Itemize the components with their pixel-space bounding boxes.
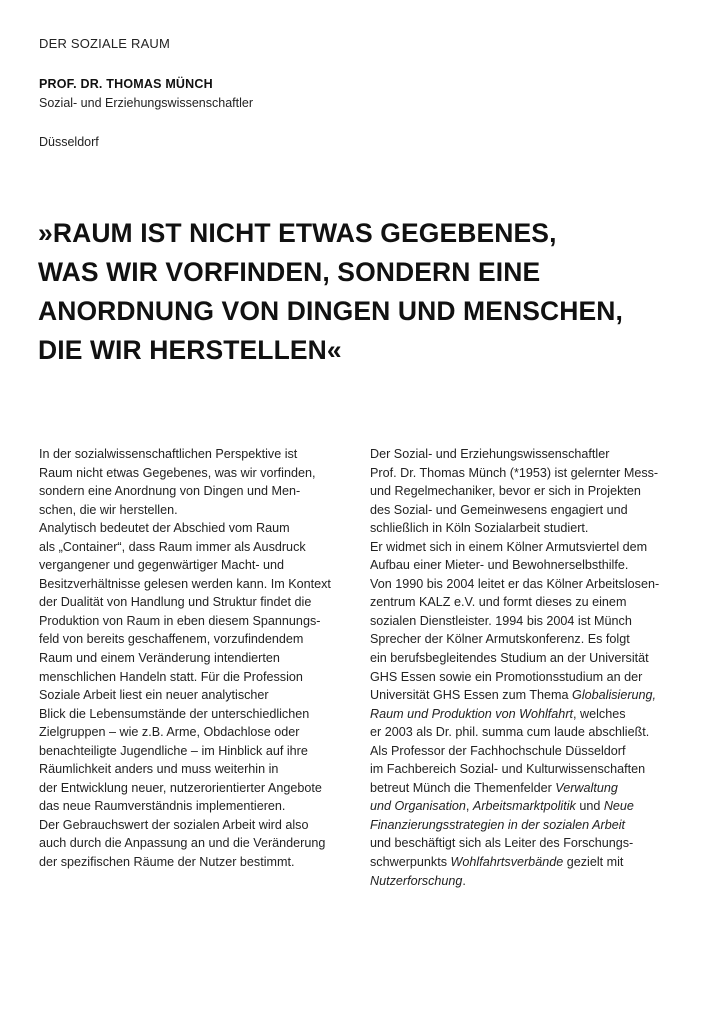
text-segment: und [579,799,601,814]
headline-line: DIE WIR HERSTELLEN« [38,335,342,365]
text-line [370,853,710,872]
text-line: Räumlichkeit anders und muss weiterhin in [39,762,279,777]
author-city: Düsseldorf [39,135,99,149]
text-line: Prof. Dr. Thomas Münch (*1953) ist gelernter Mess- [370,465,659,480]
text-line [370,872,710,891]
text-line: GHS Essen sowie ein Promotionsstudium an der [370,669,643,684]
section-label: DER SOZIALE RAUM [39,36,171,51]
text-line: Sprecher der Kölner Armutskonferenz. Es folgt [370,632,630,647]
text-line: der spezifischen Räume der Nutzer bestimmt. [39,855,295,870]
text-line: benachteiligte Jugendliche – im Hinblick auf ihre [39,743,308,758]
text-line: des Sozial- und Gemeinwesens engagiert und [370,502,628,517]
text-line: Der Gebrauchswert der sozialen Arbeit wird also [39,817,309,832]
text-segment: , [465,799,470,814]
text-line: das neue Raumverständnis implementieren. [39,799,286,814]
text-line: Blick die Lebensumstände der unterschiedlichen [39,706,310,721]
text-line: Von 1990 bis 2004 leitet er das Kölner Arbeitslosen- [370,576,660,591]
text-line: schen, die wir herstellen. [39,502,178,517]
text-line: der Dualität von Handlung und Struktur findet die [39,595,312,610]
text-segment: schwerpunkts [370,855,447,870]
text-line: zentrum KALZ e.V. und formt dieses zu einem [370,595,627,610]
text-line: Analytisch bedeutet der Abschied vom Raum [39,521,290,536]
emphasis-text: Verwaltung [555,780,618,795]
text-segment: , welches [573,706,626,721]
emphasis-text: Finanzierungsstrategien in der sozialen Arbeit [370,817,626,832]
text-line: In der sozialwissenschaftlichen Perspektive ist [39,447,298,461]
text-line: menschlichen Handeln statt. Für die Profession [39,669,303,684]
text-line [370,797,710,816]
text-line: schließlich in Köln Sozialarbeit studiert. [370,521,589,536]
text-line: er 2003 als Dr. phil. summa cum laude abschließt. [370,725,650,740]
emphasis-text: Globalisierung, [572,688,657,703]
emphasis-text: Raum und Produktion von Wohlfahrt [370,706,574,721]
text-line: Er widmet sich in einem Kölner Armutsviertel dem [370,539,648,554]
text-line: Aufbau einer Mieter- und Bewohnerselbsthilfe. [370,558,629,573]
headline-line: ANORDNUNG VON DINGEN UND MENSCHEN, [38,296,623,326]
headline-line: WAS WIR VORFINDEN, SONDERN EINE [38,257,541,287]
headline-line: »RAUM IST NICHT ETWAS GEGEBENES, [38,218,557,248]
text-line: vergangener und gegenwärtiger Macht- und [39,558,285,573]
text-line: sozialen Dienstleister. 1994 bis 2004 ist Münch [370,613,632,628]
text-line: auch durch die Anpassung an und die Veränderung [39,836,326,851]
emphasis-text: Wohlfahrtsverbände [450,855,564,870]
text-line: Soziale Arbeit liest ein neuer analytischer [39,688,269,703]
emphasis-text: und Organisation [370,799,466,814]
text-line: Der Sozial- und Erziehungswissenschaftler [370,447,610,461]
text-line: Als Professor der Fachhochschule Düsseldorf [370,743,626,758]
text-line [370,816,710,835]
text-line: feld von bereits geschaffenem, vorzufindendem [39,632,304,647]
emphasis-text: Arbeitsmarktpolitik [472,799,576,814]
text-line: Besitzverhältnisse gelesen werden kann. Im Kontext [39,576,331,591]
text-line: sondern eine Anordnung von Dingen und Men- [39,484,301,499]
text-line [370,705,710,724]
text-segment: . [462,873,466,888]
text-segment: betreut Münch die Themenfelder [370,780,552,795]
text-line: und beschäftigt sich als Leiter des Forschungs- [370,836,634,851]
text-line: Zielgruppen – wie z.B. Arme, Obdachlose oder [39,725,300,740]
text-line [370,779,710,798]
body-text-left [39,445,357,872]
text-segment: Universität GHS Essen zum Thema [370,688,569,703]
text-line: im Fachbereich Sozial- und Kulturwissenschaften [370,762,646,777]
emphasis-text: Neue [603,799,634,814]
text-line: als „Container“, dass Raum immer als Ausdruck [39,539,306,554]
author-name: PROF. DR. THOMAS MÜNCH [39,77,213,91]
author-role: Sozial- und Erziehungswissenschaftler [39,96,253,110]
text-line: Produktion von Raum in eben diesem Spannungs- [39,613,321,628]
headline-quote [38,214,698,370]
text-segment: gezielt mit [566,855,624,870]
text-line: Raum nicht etwas Gegebenes, was wir vorfinden, [39,465,316,480]
text-line: der Entwicklung neuer, nutzerorientierter Angebote [39,780,322,795]
text-line: Raum und einem Veränderung intendierten [39,651,280,666]
body-text-right [370,445,710,890]
text-line: ein berufsbegleitendes Studium an der Universität [370,651,649,666]
emphasis-text: Nutzerforschung [370,873,463,888]
text-line: und Regelmechaniker, bevor er sich in Projekten [370,484,641,499]
text-line [370,686,710,705]
